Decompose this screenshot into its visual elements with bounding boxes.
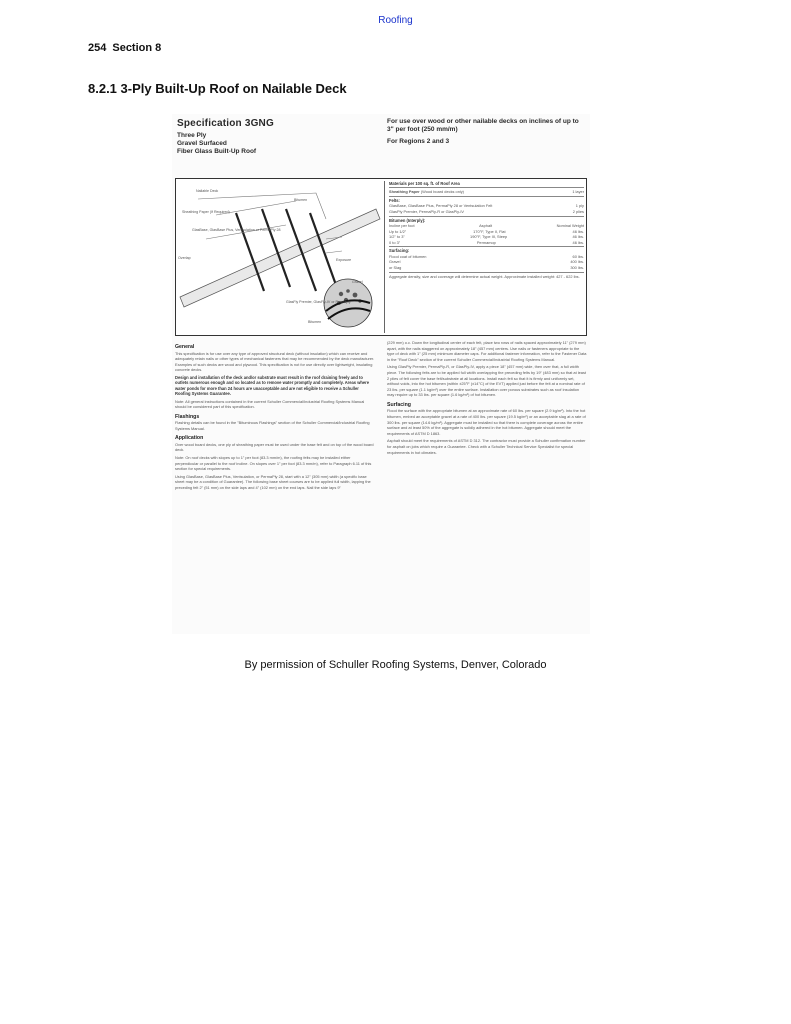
label-sheathing: Sheathing Paper (If Required) <box>182 210 230 214</box>
surfacing-qty: 300 lbs. <box>570 264 584 270</box>
bitumen-row <box>389 240 584 246</box>
use-note: For use over wood or other nailable decks on inclines of up to 3" per foot (250 mm/m) <box>387 118 579 133</box>
spec-title-block <box>177 118 377 156</box>
spec-subtitle-3: Fiber Glass Built-Up Roof <box>177 148 257 155</box>
bitumen-col-incline: Incline per foot <box>389 223 415 228</box>
surfacing-item: Flood coat of bitumen <box>389 253 427 259</box>
spec-subtitle-2: Gravel Surfaced <box>177 140 227 147</box>
materials-note: Aggregate density, size and coverage will determine actual weight. Approximate installed weight: 427 - 622 lbs. <box>389 273 580 279</box>
sheathing-note: (Wood board decks only) <box>420 189 464 195</box>
regions-note: For Regions 2 and 3 <box>387 138 450 145</box>
surfacing-qty: 60 lbs. <box>572 253 584 259</box>
label-bitumen: Bitumen <box>294 198 308 202</box>
use-note-block <box>387 118 587 146</box>
surfacing-qty: 400 lbs. <box>570 259 584 265</box>
right_col-paragraph: Asphalt should meet the requirements of ASTM D 312. The contractor must provide a Schuller confirmation number for asphalt on jobs which require a Guarantee. Check with a Schuller Technical Service Specialist for special requirements in hot climates. <box>387 438 586 455</box>
scanned-specification-sheet <box>172 114 590 634</box>
label-overlap: Overlap <box>178 256 191 260</box>
bitumen-weight: 46 lbs. <box>572 239 584 245</box>
page-number: 254 <box>88 42 107 54</box>
bitumen-title: Bitumen (Interply): <box>389 217 426 223</box>
label-nailable-deck: Nailable Deck <box>196 189 219 193</box>
materials-table <box>384 181 584 333</box>
bitumen-col-weight: Nominal Weight <box>556 223 584 228</box>
spec-left-column <box>175 340 375 634</box>
bitumen-asphalt: 190°F, Type III, Steep <box>470 234 508 240</box>
surfacing-title: Surfacing: <box>389 248 410 254</box>
felt-row <box>389 209 584 215</box>
label-base-felt: GlasBase, GlasBase Plus, Ventsulation or PermaPly 28 <box>192 228 281 232</box>
right_col-heading: Surfacing <box>387 401 411 408</box>
surfacing-item: Gravel <box>389 259 401 265</box>
bitumen-asphalt: 170°F, Type II, Flat <box>473 228 506 234</box>
left_col-heading: General <box>175 344 195 350</box>
surfacing-item: or Slag <box>389 264 402 270</box>
sheathing-label: Sheathing Paper <box>389 189 420 195</box>
label-exposure: Exposure <box>336 258 352 262</box>
bitumen-col-asphalt: Asphalt <box>479 223 493 228</box>
left_col-paragraph: Flashing details can be found in the "Bituminous Flashings" section of the Schuller Commercial/Industrial Roofing Systems Manual. <box>175 420 370 431</box>
materials-row-sheathing <box>389 189 584 195</box>
right_col-paragraph: Flood the surface with the appropriate bitumen at an approximate rate of 60 lbs. per square (2.9 kg/m²). Into the hot bitumen, embed an acceptable gravel at a rate of 400 lbs. per square (19.5 kg/m²) or an acceptable slag at a rate of 300 lbs. per square (14.6 kg/m²). Aggregate must be installed so that there is complete coverage across the entire surface and at least 50% of the aggregate is solidly adhered in the hot bitumen. Aggregate should meet the requirements of ASTM D 1863. <box>387 408 586 436</box>
left_col-heading: Application <box>175 435 204 442</box>
running-header-link[interactable]: Roofing <box>378 15 413 26</box>
section-label: Section 8 <box>112 42 162 54</box>
bitumen-weight: 46 lbs. <box>572 234 584 240</box>
sheathing-qty: 1 layer <box>572 189 584 195</box>
bitumen-incline: Up to 1/2" <box>389 228 407 234</box>
spec-right-column <box>387 340 587 634</box>
felt-name: GlasBase, GlasBase Plus, PermaPly 28 or Ventsulation Felt <box>389 203 493 209</box>
left_col-heading: Flashings <box>175 413 200 420</box>
felt-qty: 2 plies <box>572 209 584 214</box>
spec-subtitle-1: Three Ply <box>177 132 207 139</box>
roof-layer-diagram <box>176 179 384 335</box>
spec-title: Specification 3GNG <box>177 118 274 129</box>
page-number-section <box>88 42 161 54</box>
materials-title: Materials per 100 sq. ft. of Roof Area <box>389 181 460 186</box>
left_col-paragraph: This specification is for use over any type of approved structural deck (without insulation) which can receive and adequately retain nails or other types of mechanical fasteners that may be recommended by the deck manufacturer. Examples of such decks are wood and plywood. This specification is not for use directly over lightweight, insulating concrete decks. <box>175 350 375 373</box>
roof-section-figure <box>175 178 587 336</box>
right_col-paragraph: Using GlasPly Premier, PermaPly-R, or GlasPly-IV, apply a piece 18" (457 mm) wide, then over that, a full width piece. The following felts are to be applied full width overlapping the preceding felts by 19" (483 mm) so that at least 2 plies of felt cover the base felt/substrate at all locations. Install each felt so that it is firmly and uniformly set, without voids, into the hot bitumen (within ±25°F (±14°C) of the EVT) applied just before the felt at a nominal rate of 23 lbs. per square (1.1 kg/m²) over the entire surface. Installation over porous substrates such as roof insulation may require up to 33 lbs. per square (1.6 kg/m²) of hot bitumen. <box>387 364 586 398</box>
bitumen-asphalt: Permamop <box>476 239 496 245</box>
felt-name: GlasPly Premier, PermaPly-R or GlasPly-IV <box>389 209 465 214</box>
left_col-paragraph: Design and installation of the deck and/or substrate must result in the roof draining freely and to outlets numerous enough and so located as to remove water promptly and completely. Areas where water ponds for more than 24 hours are unacceptable and are not eligible to receive a Schuller Roofing Systems Guarantee. <box>175 374 370 397</box>
right_col-paragraph: (229 mm) o.c. Down the longitudinal center of each felt, place two rows of nails spaced approximately 11" (279 mm) apart, with the nails staggered on approximately 18" (457 mm) centers. Use nails or fasteners appropriate to the type of deck with 1" (25 mm) minimum diameter caps. For additional fastener information, refer to the Fastener Data in the "Roof Deck" section of the current Schuller Commercial/Industrial Roofing Systems Manual. <box>387 340 587 362</box>
label-ply-felts: GlasFly Premier, GlasFly-IV or Permaply <box>286 300 351 304</box>
left_col-paragraph: Using GlasBase, GlasBase Plus, Ventsulation, or PermaPly 28, start with a 12" (305 mm) width (a specific base sheet may be a condition of Guarantee). The following base sheet courses are to be applied full width, lapping the preceding felt 2" (51 mm) on the side laps and 4" (102 mm) on the end laps. Nail the side laps 9" <box>175 473 371 491</box>
permission-credit: By permission of Schuller Roofing Systems, Denver, Colorado <box>244 659 547 671</box>
surfacing-row <box>389 265 584 271</box>
felts-title: Felts: <box>389 198 400 203</box>
felt-qty: 1 ply <box>575 203 584 209</box>
label-bitumen-2: Bitumen <box>308 320 322 324</box>
left_col-paragraph: Note: On roof decks with slopes up to 1" per foot (83.3 mm/m), the roofing felts may be installed either perpendicular or parallel to the roof incline. On slopes over 1" per foot (83.3 mm/m), refer to Paragraph 6.11 of this section for special requirements. <box>175 455 372 472</box>
left_col-paragraph: Note: All general instructions contained in the current Schuller Commercial/Industrial Roofing Systems Manual should be considered part of this specification. <box>175 398 365 410</box>
bitumen-incline: 1/2" to 3" <box>389 234 405 240</box>
page-heading: 8.2.1 3-Ply Built-Up Roof on Nailable Deck <box>88 81 347 96</box>
bitumen-weight: 46 lbs. <box>572 228 584 234</box>
bitumen-incline: 0 to 3" <box>389 239 401 245</box>
label-gravel: Gravel <box>352 280 363 284</box>
left_col-paragraph: Over wood board decks, one ply of sheathing paper must be used under the base felt and on top of the wood board deck. <box>175 441 374 453</box>
